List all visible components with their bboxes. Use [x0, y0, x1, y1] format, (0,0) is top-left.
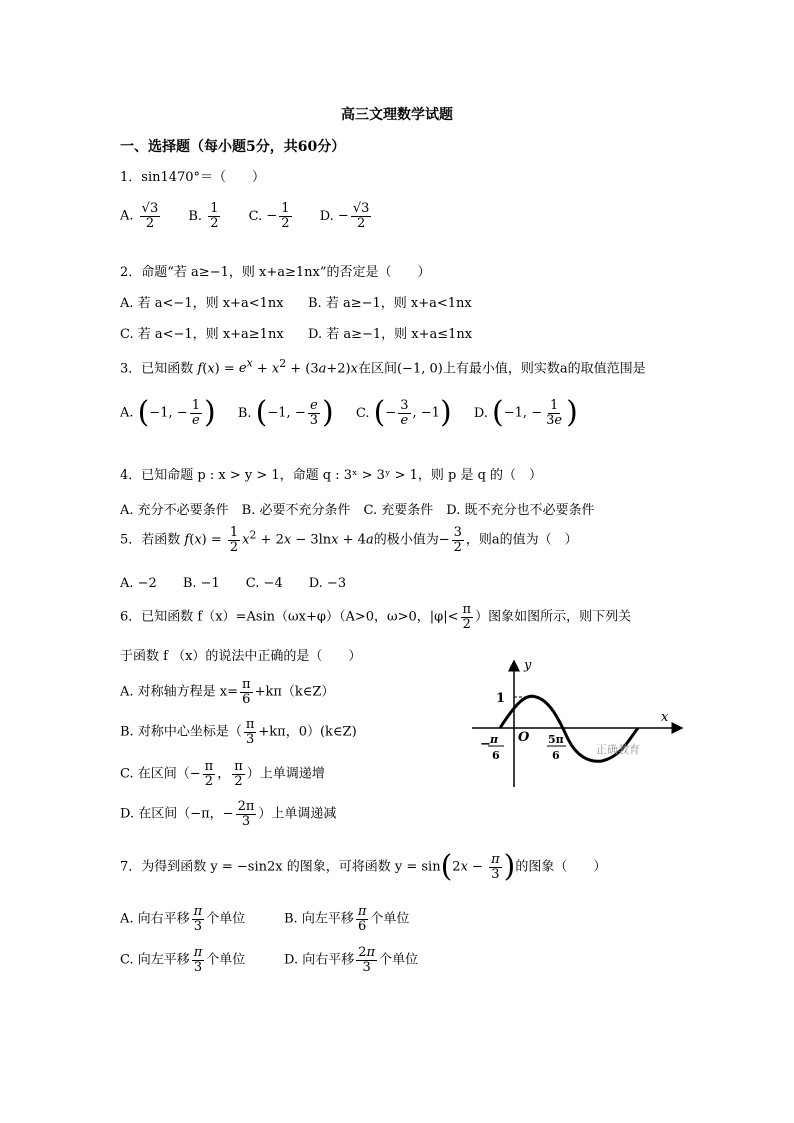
- q6-option-b: B. 对称中心坐标是（ $\frac{\pi}{3}$ +kπ，0）(k∈Z): [120, 717, 357, 747]
- q2-option-c: C. 若 a<−1，则 x+a≥1nx: [120, 327, 284, 342]
- q6-option-c: C. 在区间（− $\frac{\pi}{2}$ ， $\frac{\pi}{2}$ ）上单调递增: [120, 759, 325, 789]
- q3-stem: 3．已知函数 $f(x) = e^x + x^2 + (3a+2)x$在区间(−1, 0)上有最小值，则实数a的取值范围是: [120, 357, 646, 377]
- page-title: 高三文理数学试题: [341, 107, 453, 123]
- neg-pi: π: [490, 733, 499, 746]
- q2-option-d: D. 若 a≥−1，则 x+a≤1nx: [308, 327, 473, 342]
- q4-options: A. 充分不必要条件 B. 必要不充分条件 C. 充要条件 D. 既不充分也不必要条件: [120, 503, 595, 518]
- q5-options: A. −2 B. −1 C. −4 D. −3: [120, 576, 347, 591]
- q6-option-d: D. 在区间（−π，− $\frac{2\pi}{3}$ ）上单调递减: [120, 799, 337, 829]
- watermark: 正确教育: [596, 743, 640, 756]
- y-label: y: [524, 658, 532, 673]
- five-six: 6: [552, 749, 560, 762]
- sine-graph: [468, 655, 688, 790]
- q4-stem: 4．已知命题 p : x > y > 1，命题 q : 3ˣ > 3ʸ > 1，则 p 是 q 的（ ）: [120, 468, 543, 483]
- origin-label: O: [518, 730, 530, 745]
- x-label: x: [661, 710, 669, 725]
- q6-option-a: A. 对称轴方程是 x= $\frac{\pi}{6}$ +kπ（k∈Z）: [120, 677, 335, 707]
- neg-six: 6: [492, 749, 500, 762]
- q2-stem: 2．命题“若 a≥−1，则 x+a≥1nx”的否定是（ ）: [120, 265, 431, 280]
- q7-option-d: D. 向右平移 $\frac{2\pi}{3}$ 个单位: [284, 945, 419, 975]
- neg-minus: −: [480, 737, 491, 752]
- q7-option-a: A. 向右平移 $\frac{\pi}{3}$ 个单位: [120, 904, 246, 934]
- q1-stem: 1．sin1470°＝（ ）: [120, 170, 266, 185]
- five-pi: 5π: [548, 733, 564, 746]
- q6-stem-2: 于函数 f （x）的说法中正确的是（ ）: [120, 649, 362, 664]
- q2-option-a: A. 若 a<−1，则 x+a<1nx: [120, 296, 284, 311]
- q7-stem: 7．为得到函数 y = −sin2x 的图象，可将函数 y = sin(2x − $\frac{\pi}{3}$ )的图象（ ）: [120, 849, 607, 884]
- q6-stem-1: 6．已知函数 f（x）=Asin（ωx+φ）（A>0，ω>0，|φ|< $\frac{\pi}{2}$ ）图象如图所示，则下列关: [120, 602, 632, 632]
- q7-option-b: B. 向左平移 $\frac{\pi}{6}$ 个单位: [284, 904, 410, 934]
- q7-option-c: C. 向左平移 $\frac{\pi}{3}$ 个单位: [120, 945, 246, 975]
- q5-stem: 5．若函数 f(x) = $\frac{1}{2}$ $x^2 + 2x - 3\ln x + 4a$的极小值为− $\frac{3}{2}$ ，则a的值为（ ）: [120, 525, 578, 555]
- q3-options: A. (−1, − $\frac{1}{e}$ ) B. (−1, − $\frac{e}{3}$ ) C. (− $\frac{3}{e}$ , −1) D. (−1, − $\frac{1}{3e}$ ): [120, 395, 578, 430]
- q2-option-b: B. 若 a≥−1，则 x+a<1nx: [308, 296, 472, 311]
- tick-one: 1: [496, 691, 506, 706]
- q1-options: A. $\frac{√3}{2}$ B. $\frac{1}{2}$ C. − $\frac{1}{2}$ D. − $\frac{√3}{2}$: [120, 201, 370, 231]
- section-heading: 一、选择题（每小题5分，共60分）: [120, 139, 346, 155]
